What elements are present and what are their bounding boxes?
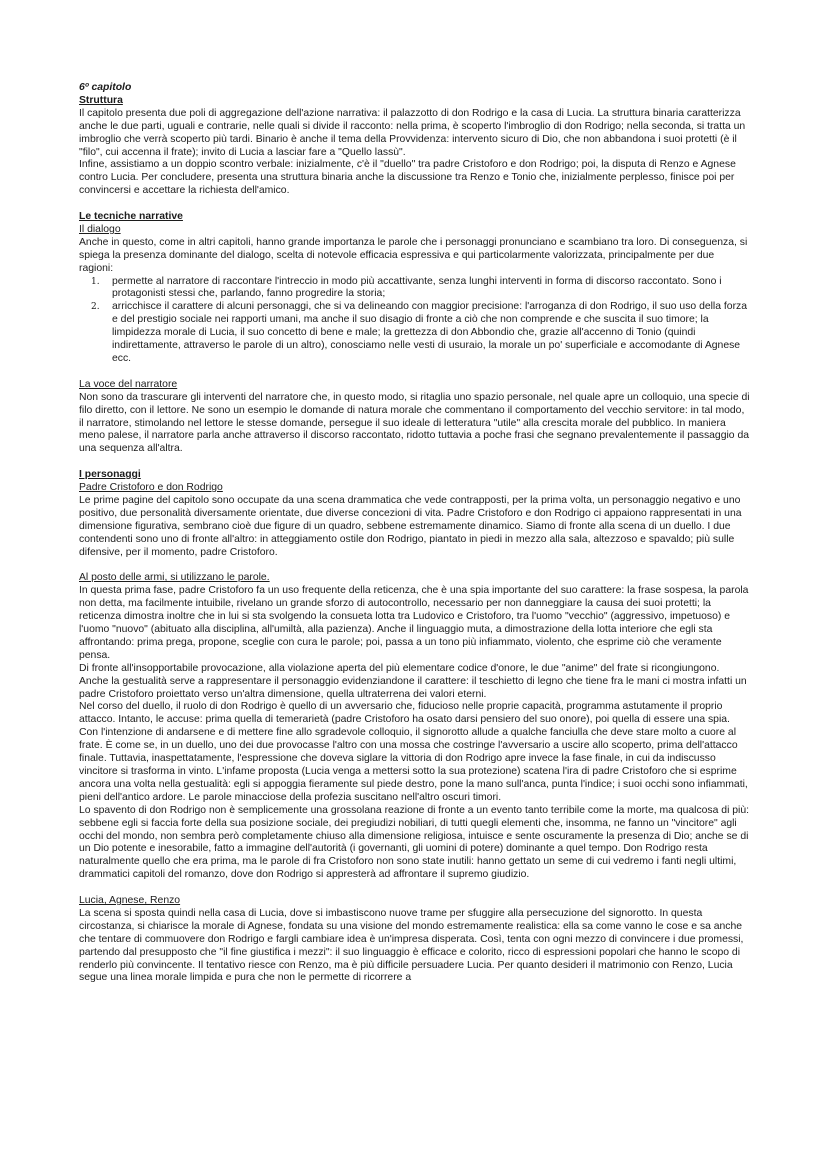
list-item-text: arricchisce il carattere di alcuni personaggi, che si va delineando con maggior precisione: l'arroganza di don Rodrigo, il suo uso della forza e del prestigio sociale nei rapporti umani, ma anche il suo disagio di fronte a ciò che non comprende e che suscita il suo timore; la limpidezza morale di Lucia, il suo concetto di bene e male; la grettezza di don Abbondio che, grazie all'accenno di Tonio (quindi indirettamente, attraverso le parole di un altro), conosciamo nelle vesti di usuraio, la morale un po' superficiale e accomodante di Agnese ecc. xyxy=(112,301,748,365)
list-item-number: 1. xyxy=(91,276,100,287)
dialogo-paragraph: Anche in questo, come in altri capitoli, hanno grande importanza le parole che i personaggi pronunciano e scambiano tra loro. Di conseguenza, si spiega la presenza dominante del dialogo, scelta di notevole efficacia espressiva e qui particolarmente valorizzata, principalmente per due ragioni: xyxy=(79,236,748,274)
narratore-heading: La voce del narratore xyxy=(79,378,178,390)
cristoforo-heading: Padre Cristoforo e don Rodrigo xyxy=(79,482,223,494)
section-gap xyxy=(79,366,751,379)
armi-paragraph-1: In questa prima fase, padre Cristoforo fa un uso frequente della reticenza, che è una spia importante del suo carattere: la frase sospesa, la parola non detta, ma facilmente intuibile, rivelano un grande sforzo di autocontrollo, necessario per non danneggiare la causa dei suoi protetti; la reticenza dimostra inoltre che in lui si sta svolgendo la consueta lotta tra Ludovico e Cristoforo, tra l'uomo "vecchio" (aggressivo, impetuoso) e l'uomo "nuovo" (abituato alla disciplina, all'umiltà, alla pazienza). Anche il linguaggio muta, a dimostrazione della lotta interiore che egli sta affrontando: prima prega, propone, sceglie con cura le parole; poi, passa a un tono più infiammato, violento, che esprime ciò che veramente pensa. xyxy=(79,585,749,661)
struttura-paragraph-1: Il capitolo presenta due poli di aggregazione dell'azione narrativa: il palazzotto di don Rodrigo e la casa di Lucia. La struttura binaria caratterizza anche le due parti, uguali e contrarie, nelle quali si divide il racconto: nella prima, è scoperto l'imbroglio di don Rodrigo; nella seconda, si tratta un imbroglio che verrà scoperto più tardi. Binario è anche il tema della Provvidenza: intervento sicuro di Dio, che non abbandona i suoi protetti (è il "filo", cui accenna il frate); invito di Lucia a lasciar fare a "Quello lassù". xyxy=(79,107,746,158)
narratore-paragraph: Non sono da trascurare gli interventi del narratore che, in questo modo, si ritaglia uno spazio personale, nel quale apre un colloquio, una specie di filo diretto, con il lettore. Ne sono un esempio le domande di natura morale che commentano il comportamento del vecchio servitore: in tal modo, il narratore, stimolando nel lettore le stesse domande, persegue il suo ideale di letteratura "utile" alla crescita morale del pubblico. In maniera meno palese, il narratore parla anche attraverso il discorso raccontato, ridotto tuttavia a poche frasi che segnano prevalentemente il passaggio da una sequenza all'altra. xyxy=(79,391,750,455)
list-item-number: 2. xyxy=(91,302,100,313)
section-gap xyxy=(79,198,751,211)
section-gap xyxy=(79,559,751,572)
list-item-text: permette al narratore di raccontare l'intreccio in modo più accattivante, senza lunghi interventi in forma di discorso raccontato. Sono i protagonisti stessi che, parlando, fanno progredire la storia; xyxy=(112,275,722,300)
tecniche-heading: Le tecniche narrative xyxy=(79,211,183,223)
lucia-paragraph: La scena si sposta quindi nella casa di Lucia, dove si imbastiscono nuove trame per sfuggire alla persecuzione del signorotto. In questa circostanza, si chiarisce la morale di Agnese, fondata su una visione del mondo estremamente realistica: ella sa come vanno le cose e sa anche che tentare di commuovere don Rodrigo e fargli cambiare idea è un'impresa disperata. Così, tenta con ogni mezzo di convincere i due promessi, partendo dal presupposto che "il fine giustifica i mezzi": il suo linguaggio è efficace e colorito, ricco di espressioni popolari che hanno le scopo di renderlo più convincente. Il tentativo riesce con Renzo, ma è più difficile persuadere Lucia. Per quanto desideri il matrimonio con Renzo, Lucia segue una linea morale limpida e pura che non le permette di ricorrere a xyxy=(79,907,744,984)
document-page xyxy=(79,82,751,985)
dialogo-heading: Il dialogo xyxy=(79,223,121,235)
lucia-heading: Lucia, Agnese, Renzo xyxy=(79,895,181,907)
armi-paragraph-4: Lo spavento di don Rodrigo non è semplicemente una grossolana reazione di fronte a un evento tanto terribile come la morte, ma qualcosa di più: sebbene egli si faccia forte della sua posizione sociale, dei pregiudizi nobiliari, di tutti quegli elementi che, insomma, ne fanno un "vincitore" agli occhi del mondo, non sembra però completamente chiuso alla dimensione religiosa, intuisce e sente oscuramente la presenza di Dio; anche se di un Dio potente e inesorabile, fatto a immagine dell'autorità (i governanti, gli uomini di potere) dominante a quel tempo. Don Rodrigo resta naturalmente quello che era prima, ma le parole di fra Cristoforo non sono state inutili: hanno gettato un seme di cui vedremo i fanti negli ultimi, drammatici capitoli del romanzo, dove don Rodrigo si appresterà ad affrontare il supremo giudizio. xyxy=(79,804,750,881)
section-gap xyxy=(79,456,751,469)
armi-paragraph-2: Di fronte all'insopportabile provocazione, alla violazione aperta del più elementare codice d'onore, le due "anime" del frate si ricongiungono. Anche la gestualità serve a rappresentare il personaggio evidenziandone il carattere: il teschietto di legno che tiene fra le mani ci mostra infatti un padre Cristoforo proiettato verso un'altra dimensione, quella ultraterrena dei valori eterni. xyxy=(79,662,747,700)
list-item xyxy=(79,276,751,302)
struttura-heading: Struttura xyxy=(79,94,123,106)
personaggi-heading: I personaggi xyxy=(79,469,141,481)
struttura-paragraph-2: Infine, assistiamo a un doppio scontro verbale: inizialmente, c'è il "duello" tra padre Cristoforo e don Rodrigo; poi, la disputa di Renzo e Agnese contro Lucia. Per concludere, presenta una struttura binaria anche la discussione tra Renzo e Tonio che, inizialmente perplesso, finisce poi per convincersi e accettare la richiesta dell'amico. xyxy=(79,159,736,197)
armi-paragraph-3: Nel corso del duello, il ruolo di don Rodrigo è quello di un avversario che, fiducioso nelle proprie capacità, programma astutamente il proprio attacco. Intanto, le accuse: prima quella di temerarietà (padre Cristoforo ha osato darsi pensiero del suo onore), poi quella di essere una spia. Con l'intenzione di andarsene e di mettere fine allo sgradevole colloquio, il signorotto allude a qualche fanciulla che deve stare molto a cuore al frate. È come se, in un duello, uno dei due provocasse l'altro con una mossa che costringe l'avversario a uscire allo scoperto, prima dell'attacco finale. Tuttavia, inaspettatamente, l'espressione che doveva siglare la vittoria di don Rodrigo apre invece la fase finale, in cui da indiscusso vincitore si trasforma in vinto. L'infame proposta (Lucia venga a mettersi sotto la sua protezione) scatena l'ira di padre Cristoforo che si esprime ancora una volta nella gestualità: egli si appoggia fieramente sul piede destro, pone la mano sull'anca, punta l'indice; i suoi occhi sono infiammati, pieni dell'antico ardore. Le parole minacciose della profezia suscitano nell'altro oscuri timori. xyxy=(79,701,748,803)
cristoforo-paragraph: Le prime pagine del capitolo sono occupate da una scena drammatica che vede contrapposti, per la prima volta, un personaggio negativo e uno positivo, due personalità diversamente orientate, due diverse concezioni di vita. Padre Cristoforo e don Rodrigo ci appaiono rappresentati in una dimensione figurativa, sembrano cioè due figure di un quadro, sebbene estremamente dinamico. Siamo di fronte alla scena di un duello. I due contendenti sono uno di fronte all'altro: in atteggiamento ostile don Rodrigo, piantato in piedi in mezzo alla sala, altezzoso e spavaldo; più sulle difensive, per il momento, padre Cristoforo. xyxy=(79,494,742,558)
dialogo-reasons-list xyxy=(79,276,751,366)
list-item xyxy=(79,301,751,366)
section-gap xyxy=(79,882,751,895)
armi-heading: Al posto delle armi, si utilizzano le parole. xyxy=(79,572,270,584)
chapter-title: 6º capitolo xyxy=(79,82,132,93)
